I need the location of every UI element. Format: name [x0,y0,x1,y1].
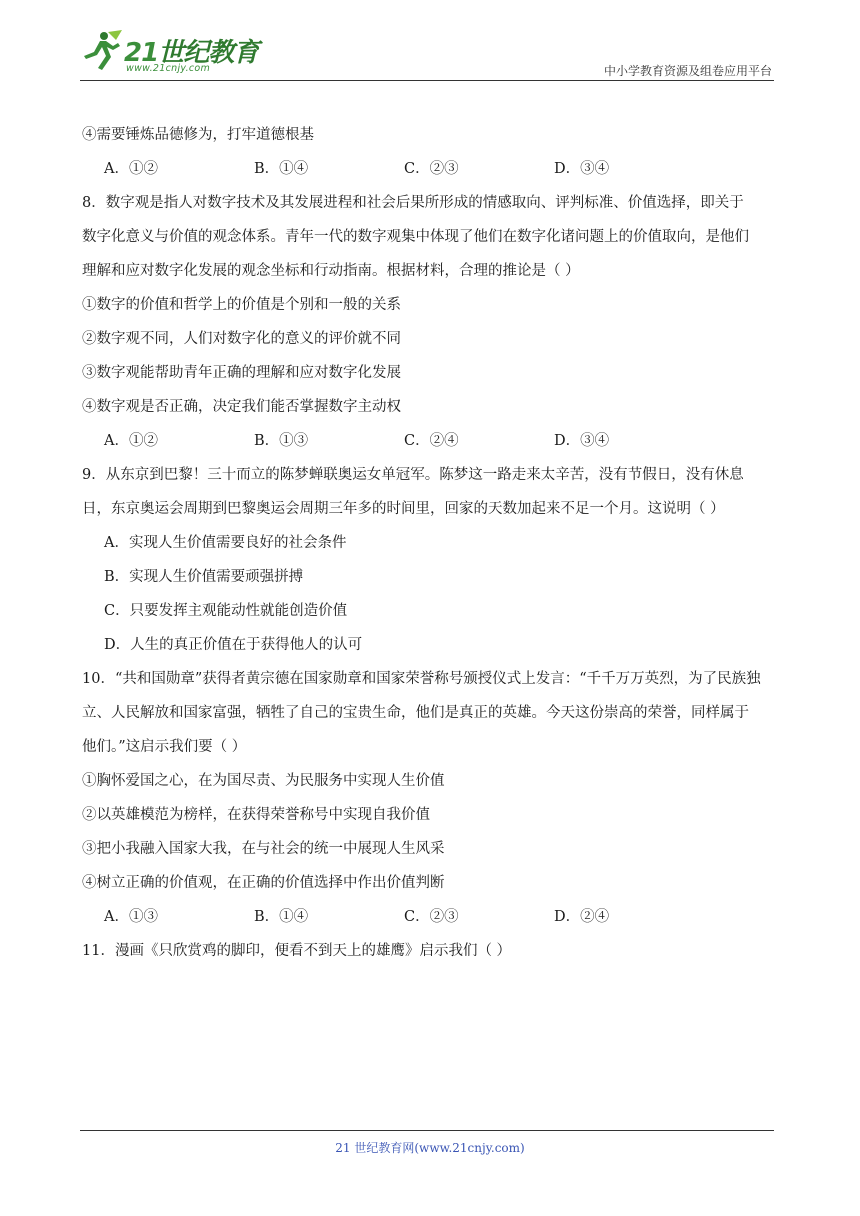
text-line: ④需要锤炼品德修为，打牢道德根基 [82,127,314,143]
text-line: 数字化意义与价值的观念体系。青年一代的数字观集中体现了他们在数字化诸问题上的价值取向，是他们 [82,229,749,245]
logo-url: www.21cnjy.com [126,63,211,74]
footer-divider [80,1130,774,1131]
answer-option: B．①④ [254,909,309,925]
page-header [80,28,774,81]
text-line: ③把小我融入国家大我，在与社会的统一中展现人生风采 [82,841,445,857]
text-line: ③数字观能帮助青年正确的理解和应对数字化发展 [82,365,401,381]
answer-option: D．③④ [554,161,610,177]
answer-option: C．②④ [404,433,459,449]
answer-option: A．①③ [104,909,158,925]
answer-option: B．①③ [254,433,309,449]
text-line: 10．“共和国勋章”获得者黄宗德在国家勋章和国家荣誉称号颁授仪式上发言：“千千万万英烈，为了民族独 [82,671,761,687]
option-row [82,424,776,458]
answer-option: B．实现人生价值需要顽强拼搏 [104,569,304,585]
text-line: 9．从东京到巴黎！三十而立的陈梦蝉联奥运女单冠军。陈梦这一路走来太辛苦，没有节假日，没有休息 [82,467,744,483]
text-line: 日，东京奥运会周期到巴黎奥运会周期三年多的时间里，回家的天数加起来不足一个月。这说明（ ） [82,501,725,517]
text-line: ①数字的价值和哲学上的价值是个别和一般的关系 [82,297,401,313]
answer-option: C．只要发挥主观能动性就能创造价值 [104,603,348,619]
text-line: 他们。”这启示我们要（ ） [82,739,247,755]
answer-option: C．②③ [404,909,459,925]
answer-option: A．实现人生价值需要良好的社会条件 [104,535,347,551]
answer-option: C．②③ [404,161,459,177]
answer-option: D．③④ [554,433,610,449]
text-line: ④数字观是否正确，决定我们能否掌握数字主动权 [82,399,401,415]
text-line: ④树立正确的价值观，在正确的价值选择中作出价值判断 [82,875,445,891]
answer-option: D．②④ [554,909,610,925]
text-line: ②数字观不同，人们对数字化的意义的评价就不同 [82,331,401,347]
text-line: 8．数字观是指人对数字技术及其发展进程和社会后果所形成的情感取向、评判标准、价值选择，即关于 [82,195,744,211]
question-content [82,118,776,968]
option-row [82,152,776,186]
footer-text: 21 世纪教育网(www.21cnjy.com) [335,1141,525,1155]
text-line: 理解和应对数字化发展的观念坐标和行动指南。根据材料，合理的推论是（ ） [82,263,580,279]
site-logo [80,30,260,76]
text-line: 立、人民解放和国家富强，牺牲了自己的宝贵生命，他们是真正的英雄。今天这份崇高的荣誉，同样属于 [82,705,749,721]
logo-wordmark: 21世纪教育 [124,38,259,68]
answer-option: D．人生的真正价值在于获得他人的认可 [104,637,363,653]
text-line: 11．漫画《只欣赏鸡的脚印，便看不到天上的雄鹰》启示我们（ ） [82,943,512,959]
answer-option: A．①② [104,433,158,449]
answer-option: A．①② [104,161,158,177]
option-row [82,900,776,934]
text-line: ①胸怀爱国之心，在为国尽责、为民服务中实现人生价值 [82,773,445,789]
runner-logo-icon [80,30,124,74]
answer-option: B．①④ [254,161,309,177]
header-slogan: 中小学教育资源及组卷应用平台 [603,64,772,78]
text-line: ②以英雄模范为榜样，在获得荣誉称号中实现自我价值 [82,807,430,823]
